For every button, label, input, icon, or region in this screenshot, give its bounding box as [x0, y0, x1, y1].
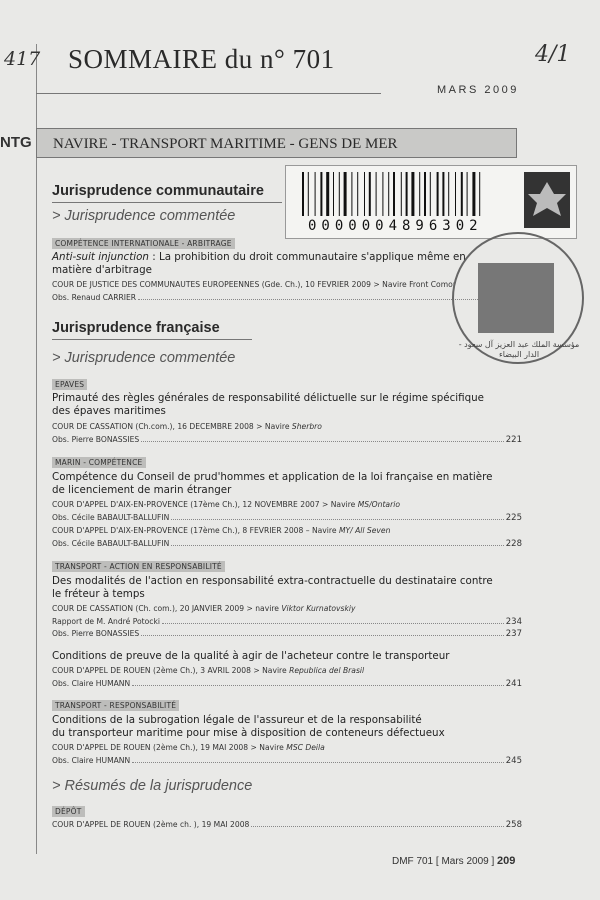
category-label: TRANSPORT - ACTION EN RESPONSABILITÉ	[52, 561, 225, 572]
barcode-sticker	[285, 165, 577, 239]
subheading-resumes: > Résumés de la jurisprudence	[52, 778, 253, 794]
obs-author: Obs. Cécile BABAULT-BALLUFIN	[52, 539, 170, 548]
entry-title-line2: de licenciement de marin étranger	[52, 484, 232, 496]
obs-line	[52, 435, 522, 445]
handwritten-page-number: 417	[4, 48, 41, 70]
subheading-commentee: > Jurisprudence commentée	[52, 208, 236, 224]
ship-name: Viktor Kurnatovskiy	[281, 604, 356, 613]
page-ref: 245	[505, 756, 522, 766]
category-label: MARIN - COMPÉTENCE	[52, 457, 146, 468]
barcode-bar	[430, 172, 431, 216]
court-line	[52, 500, 522, 510]
barcode-bar	[357, 172, 358, 216]
entry-title-line2: des épaves maritimes	[52, 405, 166, 417]
barcode-bar	[393, 172, 395, 216]
rapport-line	[52, 617, 522, 627]
footer-page-number: 209	[497, 855, 516, 867]
dot-leader	[162, 623, 504, 624]
barcode-bar	[344, 172, 347, 216]
rapport-author: Rapport de M. André Potocki	[52, 617, 160, 626]
court-line	[52, 743, 522, 753]
court-line	[52, 820, 522, 830]
page-ref: 237	[505, 629, 522, 639]
heading-rule	[52, 339, 252, 340]
page-footer	[392, 855, 515, 867]
barcode-bar	[455, 172, 456, 216]
entry-title	[52, 251, 466, 264]
dot-leader	[132, 685, 504, 686]
court-text: COUR D'APPEL DE ROUEN (2ème Ch.), 3 AVRIL 2008 > Navire	[52, 666, 290, 675]
page-ref: 234	[505, 617, 522, 627]
barcode-bar	[467, 172, 468, 216]
barcode-bar	[472, 172, 475, 216]
entry-title-rest: : La prohibition du droit communautaire s'applique même en	[148, 251, 466, 263]
dot-leader	[141, 635, 504, 636]
barcode-bar	[376, 172, 377, 216]
section-band-text: NAVIRE - TRANSPORT MARITIME - GENS DE MER	[53, 136, 398, 152]
entry-title: Compétence du Conseil de prud'hommes et application de la loi française en matière	[52, 471, 493, 483]
barcode-bar	[326, 172, 329, 216]
ship-name: MSC Deila	[286, 743, 325, 752]
emblem-icon	[524, 172, 570, 228]
court-text: COUR D'APPEL D'AIX-EN-PROVENCE (17ème Ch.), 12 NOVEMBRE 2007 > Navire	[52, 500, 358, 509]
obs-line	[52, 679, 522, 689]
court-line	[52, 666, 522, 676]
dot-leader	[132, 762, 504, 763]
page-ref: 228	[505, 539, 522, 549]
category-label: DÉPÔT	[52, 806, 85, 817]
barcode-bar	[302, 172, 304, 216]
barcode-bar	[351, 172, 352, 216]
title-rule	[36, 93, 381, 94]
page-ref: 258	[505, 820, 522, 830]
category-label: TRANSPORT - RESPONSABILITÉ	[52, 700, 179, 711]
heading-rule	[52, 202, 282, 203]
dot-leader	[171, 545, 503, 546]
obs-author: Obs. Pierre BONASSIES	[52, 435, 140, 444]
obs-author: Obs. Claire HUMANN	[52, 756, 131, 765]
barcode-bar	[406, 172, 408, 216]
issue-date: MARS 2009	[437, 84, 519, 96]
footer-text: DMF 701 [ Mars 2009 ]	[392, 856, 498, 867]
barcode-bar	[333, 172, 334, 216]
court-text: COUR DE CASSATION (Ch. com.), 20 JANVIER 2009 > navire	[52, 604, 282, 613]
page-ref: 241	[505, 679, 522, 689]
barcode-bar	[369, 172, 371, 216]
barcode-bar	[320, 172, 322, 216]
court-line	[52, 422, 522, 432]
barcode-bar	[411, 172, 414, 216]
stamp-text: مؤسسة الملك عبد العزيز آل سعود - الدار البيضاء	[458, 340, 580, 359]
barcode-bars	[300, 172, 520, 216]
entry-title: Primauté des règles générales de responsabilité délictuelle sur le régime spécifique	[52, 392, 484, 404]
barcode-bar	[442, 172, 444, 216]
entry-title-line2: le fréteur à temps	[52, 588, 145, 600]
ship-name: MY/ All Seven	[338, 526, 391, 535]
margin-rule	[36, 44, 37, 854]
obs-author: Obs. Pierre BONASSIES	[52, 629, 140, 638]
barcode-bar	[461, 172, 463, 216]
category-label: COMPÉTENCE INTERNATIONALE - ARBITRAGE	[52, 238, 235, 249]
obs-line	[52, 513, 522, 523]
dot-leader	[138, 299, 504, 300]
obs-line	[52, 756, 522, 766]
obs-author: Obs. Renaud CARRIER	[52, 293, 137, 302]
barcode-bar	[479, 172, 480, 216]
court-text: COUR D'APPEL DE ROUEN (2ème Ch.), 19 MAI 2008 > Navire	[52, 743, 287, 752]
page-title: SOMMAIRE du n° 701	[68, 44, 335, 74]
obs-line	[52, 539, 522, 549]
stamp-emblem-icon	[478, 263, 554, 333]
court-line	[52, 604, 522, 614]
ship-name: Sherbro	[291, 422, 322, 431]
court-text: COUR D'APPEL D'AIX-EN-PROVENCE (17ème Ch.), 8 FEVRIER 2008 – Navire	[52, 526, 339, 535]
barcode-bar	[308, 172, 309, 216]
entry-title: Conditions de la subrogation légale de l'assureur et de la responsabilité	[52, 714, 422, 726]
entry-title-line2: du transporteur maritime pour mise à disposition de conteneurs défectueux	[52, 727, 445, 739]
barcode-bar	[401, 172, 402, 216]
obs-line	[52, 629, 522, 639]
court-text: COUR D'APPEL DE ROUEN (2ème ch. ), 19 MAI 2008	[52, 820, 250, 829]
page-ref: 225	[505, 513, 522, 523]
dot-leader	[171, 519, 503, 520]
court-text: COUR DE CASSATION (Ch.com.), 16 DECEMBRE 2008 > Navire	[52, 422, 292, 431]
barcode-bar	[388, 172, 389, 216]
court-line: COUR DE JUSTICE DES COMMUNAUTES EUROPEENNES (Gde. Ch.), 10 FEVRIER 2009 > Navire Front Comor	[52, 280, 456, 289]
barcode-number: 0000004896302	[308, 218, 483, 234]
handwritten-corner-note: 4/1	[535, 42, 571, 67]
ship-name: MS/Ontario	[357, 500, 400, 509]
barcode-bar	[364, 172, 365, 216]
barcode-bar	[437, 172, 439, 216]
heading-jurisprudence-francaise: Jurisprudence française	[52, 320, 220, 336]
dot-leader	[251, 826, 503, 827]
side-tab: NTG	[0, 134, 32, 151]
obs-author: Obs. Cécile BABAULT-BALLUFIN	[52, 513, 170, 522]
entry-title: Des modalités de l'action en responsabilité extra-contractuelle du destinataire contre	[52, 575, 493, 587]
heading-jurisprudence-communautaire: Jurisprudence communautaire	[52, 183, 264, 199]
entry-title-line2: matière d'arbitrage	[52, 264, 152, 276]
page-ref: 221	[505, 435, 522, 445]
subheading-commentee: > Jurisprudence commentée	[52, 350, 236, 366]
barcode-bar	[419, 172, 420, 216]
court-line	[52, 526, 522, 536]
dot-leader	[141, 441, 504, 442]
barcode-bar	[448, 172, 449, 216]
entry-title-italic: Anti-suit injunction	[52, 251, 149, 263]
entry-title: Conditions de preuve de la qualité à agir de l'acheteur contre le transporteur	[52, 650, 450, 662]
barcode-bar	[339, 172, 340, 216]
barcode-bar	[424, 172, 426, 216]
obs-author: Obs. Claire HUMANN	[52, 679, 131, 688]
barcode-bar	[315, 172, 316, 216]
category-label: EPAVES	[52, 379, 87, 390]
ship-name: Republica del Brasil	[289, 666, 365, 675]
barcode-bar	[382, 172, 383, 216]
